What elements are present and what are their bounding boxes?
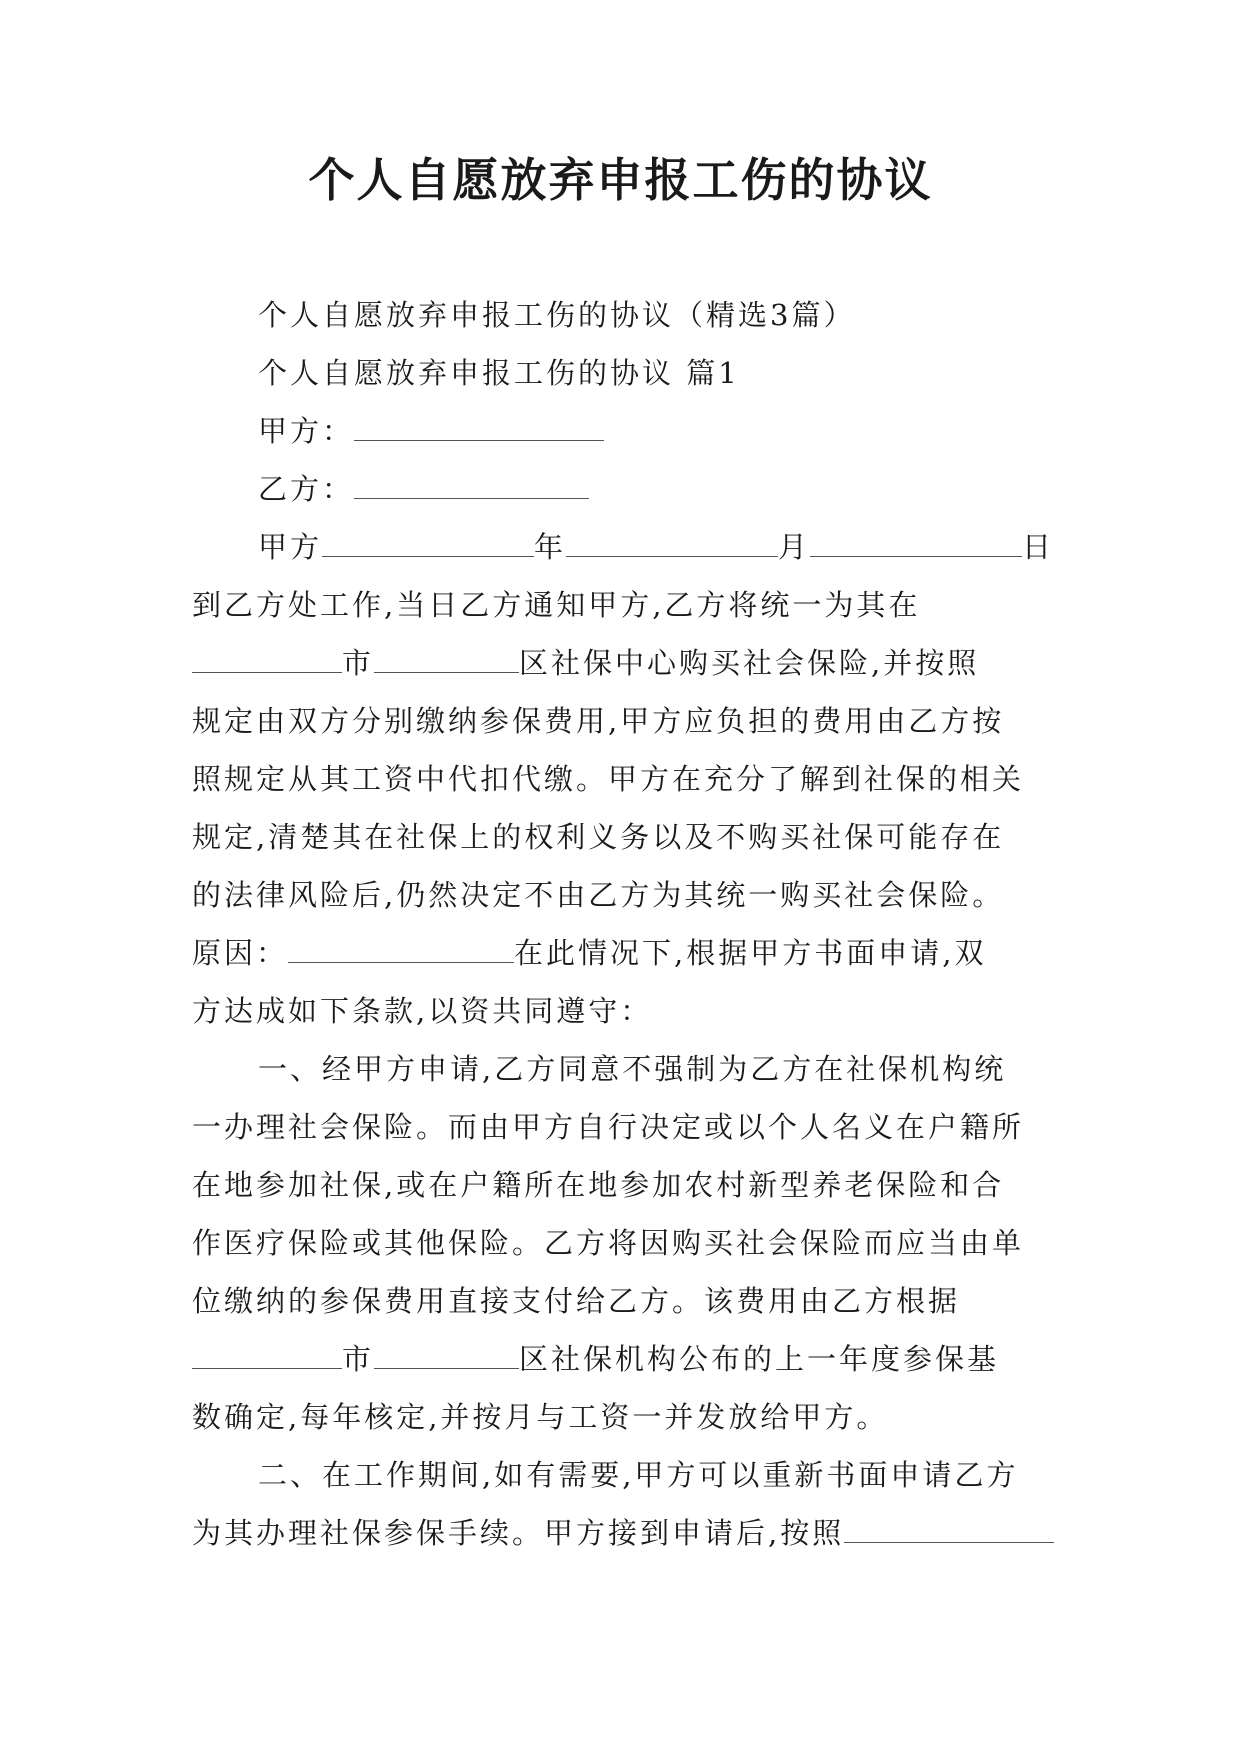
p1-line-9: 方达成如下条款,以资共同遵守：	[192, 994, 653, 1028]
p1-l1-a: 甲方	[258, 530, 323, 564]
party-b-label: 乙方：	[258, 472, 355, 506]
p2-l6-b: 区社保机构公布的上一年度参保基	[519, 1342, 1000, 1376]
p3-line-1: 二、在工作期间,如有需要,甲方可以重新书面申请乙方	[258, 1458, 1019, 1492]
p1-city-blank	[192, 638, 342, 673]
p2-district-blank	[374, 1334, 519, 1369]
party-a-label: 甲方：	[258, 414, 355, 448]
p2-city-blank	[192, 1334, 342, 1369]
p1-l3-a: 市	[342, 646, 375, 680]
party-b-line	[192, 460, 1054, 518]
p3-trailing-blank	[844, 1508, 1054, 1543]
p2-line-1: 一、经甲方申请,乙方同意不强制为乙方在社保机构统	[258, 1052, 1007, 1086]
p1-line-6: 规定,清楚其在社保上的权利义务以及不购买社保可能存在	[192, 820, 1005, 854]
p1-line-7: 的法律风险后,仍然决定不由乙方为其统一购买社会保险。	[192, 878, 1005, 912]
p1-line-3	[192, 634, 1054, 692]
p1-year-blank	[322, 522, 534, 557]
p2-line-7: 数确定,每年核定,并按月与工资一并发放给甲方。	[192, 1400, 889, 1434]
section-heading: 个人自愿放弃申报工伤的协议 篇1	[258, 356, 740, 390]
p1-day-blank	[810, 522, 1022, 557]
p1-l1-d: 日	[1022, 530, 1055, 564]
party-a-blank	[354, 406, 604, 441]
p1-line-1	[192, 518, 1054, 576]
party-b-blank	[354, 464, 589, 499]
p1-reason-blank	[288, 928, 514, 963]
p1-l8-b: 在此情况下,根据甲方书面申请,双	[514, 936, 987, 970]
document-body	[192, 286, 1054, 1562]
document-title: 个人自愿放弃申报工伤的协议	[308, 153, 933, 207]
document-subtitle: 个人自愿放弃申报工伤的协议（精选3篇）	[258, 298, 856, 332]
party-a-line	[192, 402, 1054, 460]
p1-l1-b: 年	[534, 530, 567, 564]
p1-month-blank	[566, 522, 778, 557]
p1-district-blank	[374, 638, 519, 673]
p1-l3-b: 区社保中心购买社会保险,并按照	[519, 646, 980, 680]
p2-line-6	[192, 1330, 1054, 1388]
p1-line-5: 照规定从其工资中代扣代缴。甲方在充分了解到社保的相关	[192, 762, 1025, 796]
p1-line-8	[192, 924, 1054, 982]
p2-l6-a: 市	[342, 1342, 375, 1376]
p1-l8-a: 原因：	[192, 936, 289, 970]
p1-line-4: 规定由双方分别缴纳参保费用,甲方应负担的费用由乙方按	[192, 704, 1005, 738]
p2-line-4: 作医疗保险或其他保险。乙方将因购买社会保险而应当由单	[192, 1226, 1025, 1260]
p2-line-2: 一办理社会保险。而由甲方自行决定或以个人名义在户籍所	[192, 1110, 1025, 1144]
p2-line-5: 位缴纳的参保费用直接支付给乙方。该费用由乙方根据	[192, 1284, 961, 1318]
p1-l1-c: 月	[778, 530, 811, 564]
p2-line-3: 在地参加社保,或在户籍所在地参加农村新型养老保险和合	[192, 1168, 1005, 1202]
p3-line-2	[192, 1504, 1054, 1562]
p1-line-2: 到乙方处工作,当日乙方通知甲方,乙方将统一为其在	[192, 588, 921, 622]
p3-l2: 为其办理社保参保手续。甲方接到申请后,按照	[192, 1516, 845, 1550]
